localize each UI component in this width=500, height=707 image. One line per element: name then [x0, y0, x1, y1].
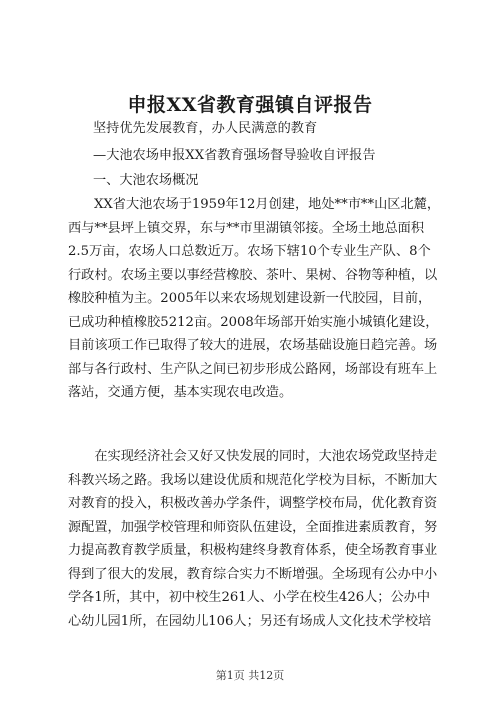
paragraph-line: 落站，交通方便，基本实现农电改造。: [68, 385, 293, 400]
paragraph-line: 心幼儿园1所，在园幼儿106人；另还有场成人文化技术学校培: [68, 613, 432, 629]
paragraph-line: 2.5万亩，农场人口总数近万。农场下辖10个专业生产队、8个: [68, 244, 431, 259]
paragraph-line: XX省大池农场于1959年12月创建，地处**市**山区北麓，: [94, 197, 440, 212]
paragraph-2: [68, 445, 440, 633]
section-heading: 一、大池农场概况: [93, 173, 199, 188]
paragraph-line: 目前该项工作已取得了较大的进展，农场基础设施日趋完善。场: [68, 338, 438, 353]
paragraph-line: 行政村。农场主要以事经营橡胶、茶叶、果树、谷物等种植，以: [68, 267, 438, 283]
paragraph-line: 对教育的投入，积极改善办学条件，调整学校布局，优化教育资: [68, 496, 438, 511]
page-footer: 第1页 共12页: [215, 669, 285, 682]
paragraph-1: [68, 193, 440, 405]
paragraph-line: 得到了很大的发展，教育综合实力不断增强。全场现有公办中小: [68, 566, 438, 582]
document-title: 申报XX省教育强镇自评报告: [127, 94, 373, 116]
document-subtitle: 坚持优先发展教育，办人民满意的教育: [93, 121, 318, 136]
paragraph-line: 西与**县坪上镇交界，东与**市里湖镇邻接。全场土地总面积: [68, 220, 425, 236]
paragraph-line: 科教兴场之路。我场以建设优质和规范化学校为目标，不断加大: [68, 472, 438, 488]
paragraph-line: 力提高教育教学质量，积极构建终身教育体系，使全场教育事业: [68, 543, 438, 558]
paragraph-line: 部与各行政村、生产队之间已初步形成公路网，场部设有班车上: [68, 361, 438, 377]
paragraph-line: 已成功种植橡胶5212亩。2008年场部开始实施小城镇化建设，: [68, 314, 439, 330]
paragraph-line: 在实现经济社会又好又快发展的同时，大池农场党政坚持走: [68, 449, 438, 464]
document-subtitle-secondary: —大池农场申报XX省教育强场督导验收自评报告: [93, 148, 376, 163]
paragraph-line: 学各1所，其中，初中校生261人、小学在校生426人；公办中: [68, 590, 431, 605]
paragraph-line: 源配置，加强学校管理和师资队伍建设，全面推进素质教育，努: [68, 519, 438, 535]
paragraph-line: 橡胶种植为主。2005年以来农场规划建设新一代胶园，目前，: [68, 291, 432, 306]
